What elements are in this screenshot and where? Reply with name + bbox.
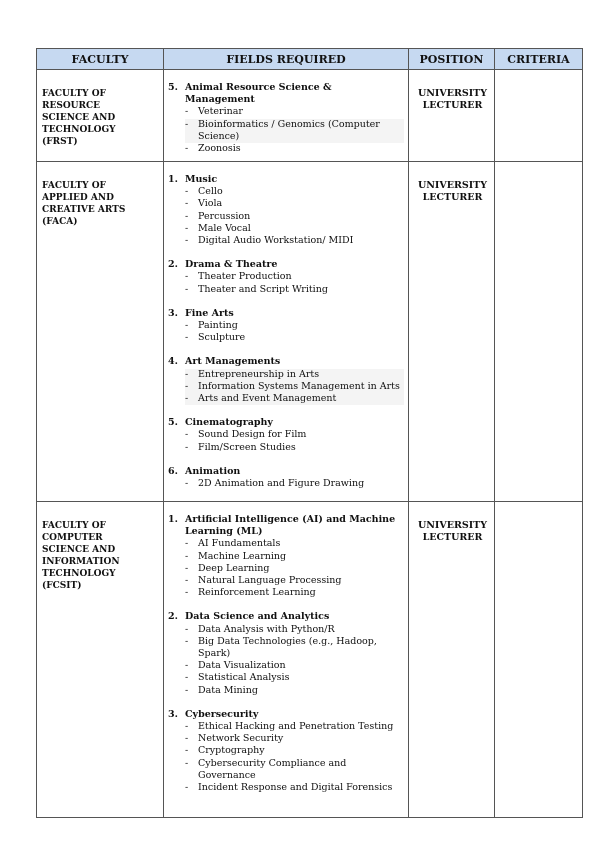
faculty-name-line: FACULTY OF [42, 89, 106, 99]
list-item [185, 733, 404, 745]
bullet-dash: - [185, 283, 189, 295]
list-item [185, 672, 404, 684]
list-item-text: Theater Production [198, 271, 292, 283]
section-title [168, 308, 404, 320]
list-item-text: Cybersecurity Compliance and Governance [198, 757, 347, 781]
faculty-name-line: COMPUTER [42, 533, 103, 543]
field-section [168, 709, 404, 794]
list-item [185, 119, 404, 143]
list-item [185, 223, 404, 235]
field-section [168, 308, 404, 345]
list-item-text: Statistical Analysis [198, 672, 290, 684]
list-item-text: Ethical Hacking and Penetration Testing [198, 721, 394, 733]
header-position: POSITION [409, 49, 495, 70]
faculty-name-line: SCIENCE AND [42, 113, 116, 123]
section-title [168, 514, 404, 538]
list-item [185, 721, 404, 733]
position-line: UNIVERSITY [417, 520, 488, 531]
faculty-name-line: TECHNOLOGY [42, 125, 116, 135]
list-item [185, 381, 404, 393]
header-criteria: CRITERIA [495, 49, 583, 70]
faculty-name-line: APPLIED AND [42, 193, 114, 203]
list-item-text: Viola [198, 198, 223, 210]
section-title [168, 466, 404, 478]
list-item-text: Digital Audio Workstation/ MIDI [198, 235, 354, 247]
bullet-dash: - [185, 575, 189, 587]
bullet-dash: - [185, 757, 189, 769]
bullet-dash: - [185, 562, 189, 574]
section-title [168, 709, 404, 721]
bullet-dash: - [185, 210, 189, 222]
header-fields-required: FIELDS REQUIRED [164, 49, 409, 70]
section-title-text: Animal Resource Science & Management [185, 82, 332, 106]
section-number: 5. [168, 82, 178, 93]
section-title-text: Data Science and Analytics [185, 611, 330, 623]
list-item [185, 685, 404, 697]
list-item [185, 587, 404, 599]
field-section [168, 174, 404, 247]
list-item-text: Data Visualization [198, 660, 286, 672]
section-number: 1. [168, 514, 178, 525]
list-item [185, 106, 404, 118]
section-title-text: Cybersecurity [185, 708, 259, 720]
faculty-cell [37, 162, 164, 502]
criteria-cell [495, 70, 583, 162]
bullet-dash: - [185, 538, 189, 550]
criteria-cell [495, 162, 583, 502]
list-item [185, 624, 404, 636]
section-title [168, 259, 404, 271]
list-item-text: Theater and Script Writing [198, 283, 328, 295]
faculty-name-line: INFORMATION [42, 557, 120, 567]
bullet-dash: - [185, 623, 189, 635]
bullet-dash: - [185, 672, 189, 684]
field-section [168, 466, 404, 490]
position-line: LECTURER [422, 192, 483, 203]
list-item [185, 551, 404, 563]
faculty-name-line: CREATIVE ARTS [42, 205, 126, 215]
bullet-dash: - [185, 320, 189, 332]
table-row-faca [37, 162, 583, 502]
list-item-text: Sound Design for Film [198, 429, 307, 441]
bullet-dash: - [185, 271, 189, 283]
section-number: 5. [168, 417, 178, 429]
bullet-dash: - [185, 235, 189, 247]
faculty-name-line: FACULTY OF [42, 521, 106, 531]
bullet-dash: - [185, 380, 189, 392]
list-item [185, 320, 404, 332]
section-number: 6. [168, 465, 178, 477]
list-item-text: Veterinar [198, 106, 243, 118]
section-title-text: Cinematography [185, 417, 273, 429]
list-item [185, 211, 404, 223]
faculty-name-line: RESOURCE [42, 101, 101, 111]
section-title-text: Music [185, 174, 218, 185]
list-item-text: Data Mining [198, 684, 258, 696]
header-faculty: FACULTY [37, 49, 164, 70]
recruitment-table [36, 48, 583, 818]
list-item-text: Male Vocal [198, 222, 251, 234]
bullet-dash: - [185, 441, 189, 453]
list-item [185, 271, 404, 283]
section-title-text: Animation [185, 465, 241, 477]
list-item [185, 538, 404, 550]
bullet-dash: - [185, 684, 189, 696]
list-item [185, 284, 404, 296]
section-title [168, 417, 404, 429]
position-cell [409, 70, 495, 162]
list-item [185, 758, 404, 782]
fields-cell [164, 162, 409, 502]
bullet-dash: - [185, 143, 189, 155]
bullet-dash: - [185, 106, 189, 118]
table-row-fcsit [37, 502, 583, 818]
list-item-text: Zoonosis [198, 143, 241, 155]
section-number: 4. [168, 356, 178, 368]
list-item [185, 235, 404, 247]
position-cell [409, 162, 495, 502]
bullet-dash: - [185, 745, 189, 757]
section-title-text: Art Managements [185, 356, 281, 368]
list-item [185, 660, 404, 672]
list-item [185, 369, 404, 381]
criteria-cell [495, 502, 583, 818]
list-item [185, 143, 404, 155]
faculty-name-line: FACULTY OF [42, 181, 106, 191]
list-item [185, 636, 404, 660]
field-section [168, 417, 404, 454]
section-title [168, 174, 404, 186]
list-item-text: Network Security [198, 733, 284, 745]
list-item-text: Machine Learning [198, 550, 287, 562]
list-item [185, 563, 404, 575]
section-title [168, 356, 404, 368]
list-item-text: Percussion [198, 210, 251, 222]
faculty-name-line: SCIENCE AND [42, 545, 116, 555]
fields-cell [164, 502, 409, 818]
list-item [185, 442, 404, 454]
list-item [185, 393, 404, 405]
bullet-dash: - [185, 222, 189, 234]
section-number: 1. [168, 174, 178, 185]
section-number: 3. [168, 307, 178, 319]
list-item-text: Painting [198, 320, 238, 332]
section-title-text: Drama & Theatre [185, 259, 278, 271]
field-section [168, 611, 404, 696]
position-line: LECTURER [422, 100, 483, 111]
position-line: LECTURER [422, 532, 483, 543]
list-item [185, 782, 404, 794]
list-item [185, 745, 404, 757]
faculty-name-line: (FRST) [42, 137, 78, 147]
field-section [168, 514, 404, 599]
list-item-text: Cryptography [198, 745, 265, 757]
bullet-dash: - [185, 782, 189, 794]
section-title-text: Artificial Intelligence (AI) and Machine Learning (ML) [185, 514, 396, 538]
field-section [168, 356, 404, 405]
section-number: 2. [168, 611, 178, 623]
bullet-dash: - [185, 660, 189, 672]
field-section [168, 82, 404, 155]
list-item-text: Reinforcement Learning [198, 587, 316, 599]
header-row [37, 49, 583, 70]
faculty-cell [37, 70, 164, 162]
faculty-cell [37, 502, 164, 818]
list-item-text: Deep Learning [198, 562, 270, 574]
list-item [185, 429, 404, 441]
faculty-name-line: (FCSIT) [42, 581, 82, 591]
table-row-frst [37, 70, 583, 162]
bullet-dash: - [185, 429, 189, 441]
list-item-text: 2D Animation and Figure Drawing [198, 478, 365, 490]
list-item [185, 478, 404, 490]
bullet-dash: - [185, 368, 189, 380]
bullet-dash: - [185, 550, 189, 562]
list-item-text: Arts and Event Management [198, 393, 337, 405]
list-item-text: Film/Screen Studies [198, 441, 296, 453]
section-title-text: Fine Arts [185, 307, 234, 319]
list-item [185, 575, 404, 587]
list-item-text: Bioinformatics / Genomics (Computer Science) [198, 118, 380, 142]
bullet-dash: - [185, 332, 189, 344]
faculty-name-line: TECHNOLOGY [42, 569, 116, 579]
bullet-dash: - [185, 198, 189, 210]
field-section [168, 259, 404, 296]
list-item-text: Natural Language Processing [198, 575, 342, 587]
list-item-text: Incident Response and Digital Forensics [198, 782, 393, 794]
position-line: UNIVERSITY [417, 88, 488, 99]
section-number: 2. [168, 259, 178, 271]
bullet-dash: - [185, 186, 189, 198]
section-title [168, 611, 404, 623]
bullet-dash: - [185, 733, 189, 745]
list-item-text: Information Systems Management in Arts [198, 380, 400, 392]
list-item [185, 332, 404, 344]
list-item-text: Data Analysis with Python/R [198, 623, 335, 635]
bullet-dash: - [185, 587, 189, 599]
list-item-text: Big Data Technologies (e.g., Hadoop, Spark) [198, 635, 377, 660]
bullet-dash: - [185, 478, 189, 490]
list-item-text: Sculpture [198, 332, 246, 344]
section-number: 3. [168, 708, 178, 720]
list-item [185, 198, 404, 210]
list-item-text: AI Fundamentals [198, 538, 281, 550]
faculty-name-line: (FACA) [42, 217, 78, 227]
bullet-dash: - [185, 118, 189, 130]
section-title [168, 82, 404, 106]
fields-cell [164, 70, 409, 162]
list-item [185, 186, 404, 198]
bullet-dash: - [185, 635, 189, 647]
bullet-dash: - [185, 721, 189, 733]
bullet-dash: - [185, 393, 189, 405]
position-line: UNIVERSITY [417, 180, 488, 191]
list-item-text: Entrepreneurship in Arts [198, 368, 320, 380]
list-item-text: Cello [198, 186, 223, 198]
position-cell [409, 502, 495, 818]
